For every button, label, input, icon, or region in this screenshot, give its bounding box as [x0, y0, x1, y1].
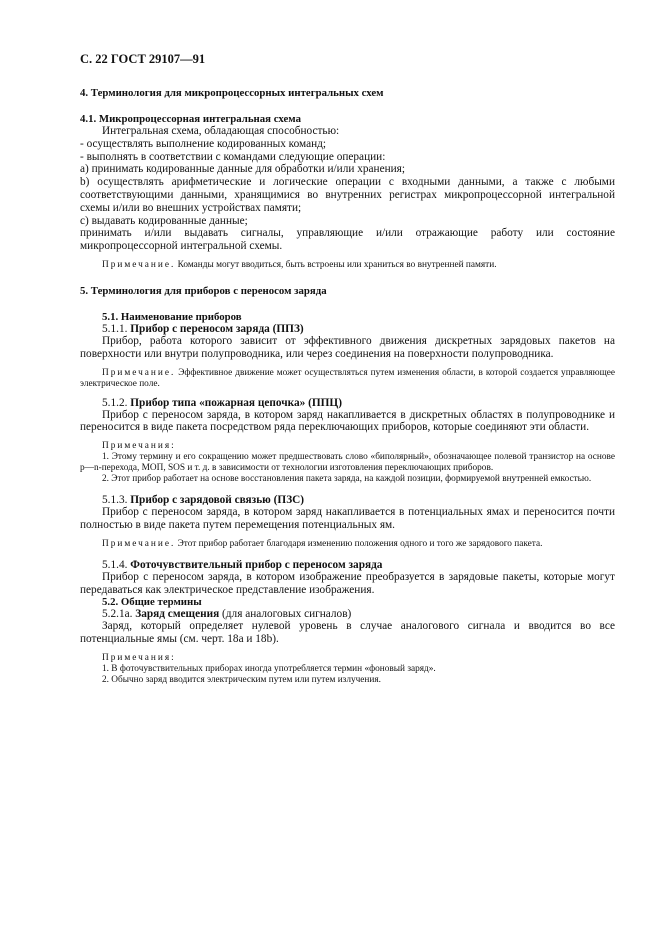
paragraph: Прибор с переносом заряда, в котором изображение преобразуется в зарядовые пакеты, которые могут передаваться как электрическое представление изображения.	[80, 570, 615, 596]
term-number: 5.1.1.	[102, 322, 128, 335]
paragraph: Прибор с переносом заряда, в котором заряд накапливается в потенциальных ямах и переносится почти полностью в виде пакета путем перемещения потенциальных ям.	[80, 506, 615, 531]
section-5-2-title: 5.2. Общие термины	[102, 596, 202, 609]
note-label: Примечание.	[102, 538, 176, 549]
note	[80, 368, 615, 390]
note-label: Примечание.	[102, 367, 176, 378]
term-name: Прибор с зарядовой связью (ПЗС)	[130, 494, 305, 507]
note: 1. Этому термину и его сокращению может предшествовать слово «биполярный», обозначающее полевой транзистор на основе p—n-перехода, МОП, SOS и т. д. в зависимости от технологии изготовления переключающих приборов.	[80, 452, 615, 474]
note: 2. Этот прибор работает на основе восстановления пакета заряда, на каждой позиции, формируемой внутренней емкостью.	[102, 474, 592, 485]
list-item: с) выдавать кодированные данные;	[80, 214, 248, 227]
section-5-1-title: 5.1. Наименование приборов	[102, 310, 242, 323]
page-header: С. 22 ГОСТ 29107—91	[80, 52, 206, 66]
note-text: Этот прибор работает благодаря изменению положения одного и того же зарядового пакета.	[177, 538, 543, 549]
paragraph: Интегральная схема, обладающая способностью:	[102, 125, 340, 137]
term-5-1-3-heading	[80, 494, 615, 506]
note-label: Примечания:	[102, 652, 176, 663]
note-text: Эффективное движение может осуществляться путем изменения области, в которой создается управляющее электрическое поле.	[80, 367, 615, 389]
note	[80, 539, 615, 550]
section-5-title: 5. Терминология для приборов с переносом заряда	[80, 284, 327, 297]
paragraph: Прибор, работа которого зависит от эффективного движения дискретных зарядовых пакетов на поверхности или внутри полупроводника, или через соединения на поверхности полупроводника.	[80, 334, 615, 360]
term-number: 5.1.3.	[102, 494, 128, 507]
term-5-1-1-heading	[80, 323, 615, 335]
term-name: Прибор с переносом заряда (ППЗ)	[130, 322, 304, 335]
term-5-1-4-heading	[80, 559, 615, 571]
note-text: Команды могут вводиться, быть встроены или храниться во внутренней памяти.	[177, 259, 497, 270]
paragraph: принимать и/или выдавать сигналы, управляющие и/или отражающие работу или состояние микропроцессорной интегральной схемы.	[80, 227, 615, 253]
note: 1. В фоточувствительных приборах иногда употребляется термин «фоновый заряд».	[102, 663, 436, 674]
note-label: Примечания:	[102, 441, 176, 452]
paragraph: Прибор с переносом заряда, в котором заряд накапливается в дискретных областях в полупроводнике и переносится в виде пакета посредством ряда переключающих приборов, которые соединяют эти области.	[80, 408, 615, 434]
note	[80, 260, 615, 271]
term-name: Заряд смещения	[135, 608, 220, 621]
term-number: 5.1.4.	[102, 558, 128, 571]
note: 2. Обычно заряд вводится электрическим путем или путем излучения.	[102, 674, 381, 685]
term-suffix: (для аналоговых сигналов)	[222, 608, 352, 621]
list-item: b) осуществлять арифметические и логические операции с входными данными, а также с любыми соответствующими данными, хранящимися во внутренних регистрах микропроцессорной интегральной схемы и/или во внешних устройствах памяти;	[80, 176, 615, 214]
term-number: 5.2.1а.	[102, 608, 133, 621]
notes-label	[80, 653, 615, 664]
term-5-1-2-heading	[80, 397, 615, 409]
notes-label	[80, 441, 615, 452]
paragraph: Заряд, который определяет нулевой уровень в случае аналогового сигнала и вводится во все потенциальные ямы (см. черт. 18а и 18b).	[80, 620, 615, 646]
list-item: а) принимать кодированные данные для обработки и/или хранения;	[80, 163, 406, 176]
list-item: - выполнять в соответствии с командами следующие операции:	[80, 150, 386, 163]
term-number: 5.1.2.	[102, 396, 128, 409]
note-label: Примечание.	[102, 259, 176, 270]
section-4-title: 4. Терминология для микропроцессорных интегральных схем	[80, 87, 384, 99]
term-name: Прибор типа «пожарная цепочка» (ППЦ)	[130, 396, 342, 409]
list-item: - осуществлять выполнение кодированных команд;	[80, 137, 327, 150]
section-4-1-title: 4.1. Микропроцессорная интегральная схема	[80, 113, 301, 125]
term-5-2-1a-heading	[80, 608, 615, 620]
document-page	[80, 52, 615, 686]
term-name: Фоточувствительный прибор с переносом заряда	[130, 558, 383, 571]
